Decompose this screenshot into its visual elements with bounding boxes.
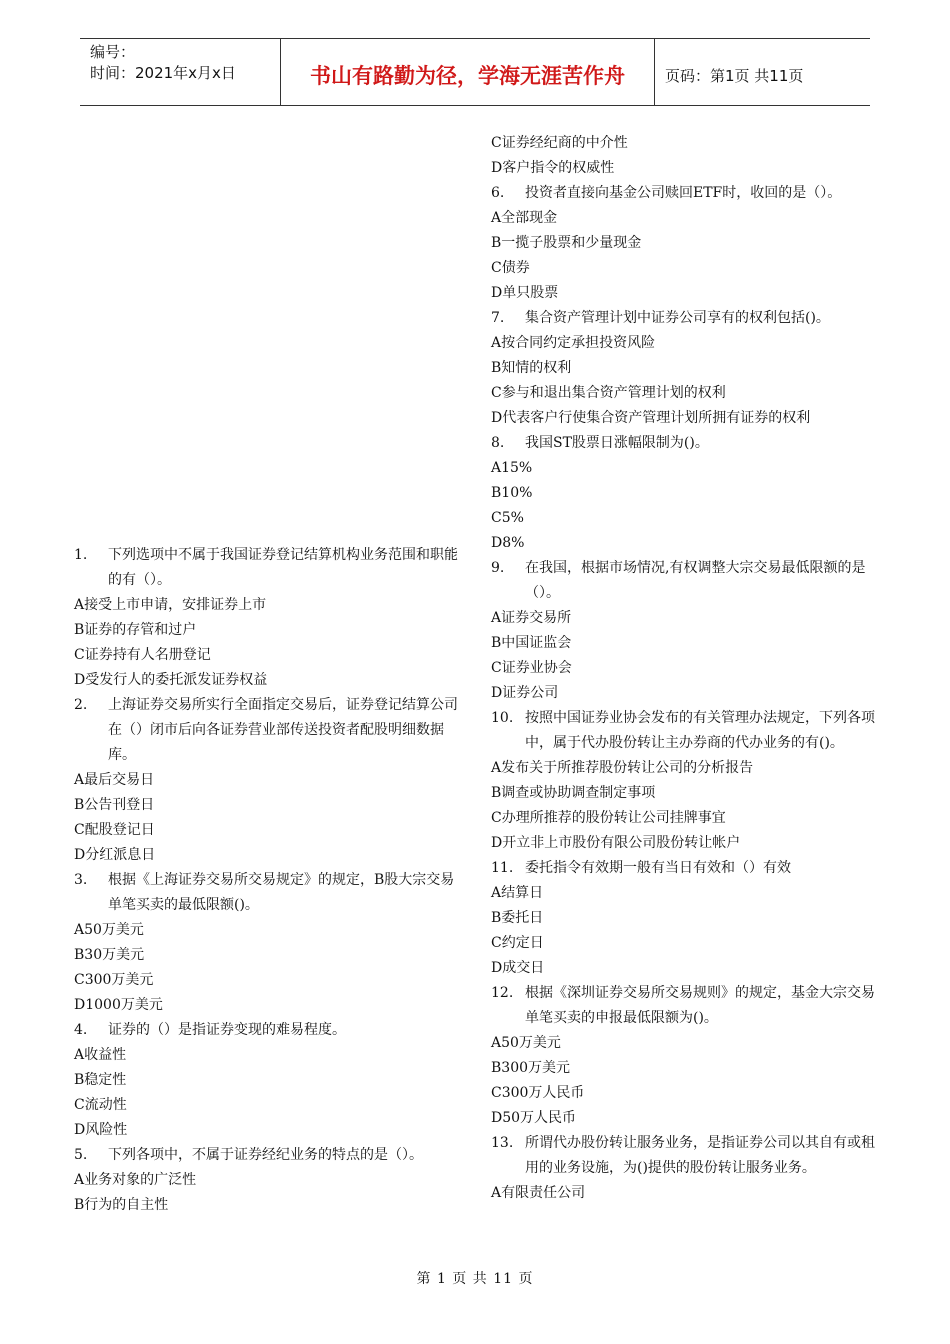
answer-option: A有限责任公司 [491,1185,586,1201]
document-date: 时间：2021年x月x日 [90,64,236,82]
answer-option: C300万人民币 [491,1085,585,1101]
answer-option: C5% [491,510,524,526]
question-text: 证券的（）是指证券变现的难易程度。 [108,1022,346,1038]
header-left-cell [80,39,281,105]
answer-option: A最后交易日 [74,772,155,788]
question-stem [74,693,464,768]
answer-option: C办理所推荐的股份转让公司挂牌事宜 [491,810,726,826]
question-stem [74,543,464,593]
answer-option: C300万美元 [74,972,154,988]
answer-option: B调查或协助调查制定事项 [491,785,656,801]
question-text: 所谓代办股份转让服务业务，是指证券公司以其自有或租用的业务设施，为()提供的股份转让服务业务。 [525,1135,875,1176]
answer-option: C参与和退出集合资产管理计划的权利 [491,385,726,401]
answer-option: C证券持有人名册登记 [74,647,211,663]
question-stem [491,706,883,756]
answer-option: C证券业协会 [491,660,572,676]
answer-option: B行为的自主性 [74,1197,169,1213]
answer-option: B300万美元 [491,1060,571,1076]
question-text: 投资者直接向基金公司赎回ETF时，收回的是（）。 [525,185,842,201]
answer-option: D风险性 [74,1122,128,1138]
answer-option: D8% [491,535,525,551]
answer-option: B一揽子股票和少量现金 [491,235,642,251]
answer-option: A接受上市申请，安排证券上市 [74,597,267,613]
question-number: 13. [491,1135,514,1151]
answer-option: A发布关于所推荐股份转让公司的分析报告 [491,760,754,776]
question-text: 委托指令有效期一般有当日有效和（）有效 [525,860,791,876]
answer-option: A收益性 [74,1047,127,1063]
question-text: 上海证券交易所实行全面指定交易后，证券登记结算公司在（）闭市后向各证券营业部传送投资者配股明细数据库。 [108,697,458,763]
answer-option: D代表客户行使集合资产管理计划所拥有证券的权利 [491,410,811,426]
document-code-label: 编号： [90,43,136,61]
question-number: 10. [491,710,514,726]
question-number: 5. [74,1147,88,1163]
answer-option: D开立非上市股份有限公司股份转让帐户 [491,835,741,851]
question-stem [74,1018,464,1043]
question-stem [491,981,883,1031]
question-number: 4. [74,1022,88,1038]
header-motto: 书山有路勤为径，学海无涯苦作舟 [281,39,655,105]
answer-option: B30万美元 [74,947,145,963]
question-stem [74,1143,464,1168]
question-text: 按照中国证券业协会发布的有关管理办法规定，下列各项中，属于代办股份转让主办券商的代办业务的有()。 [525,710,875,751]
answer-option: B委托日 [491,910,544,926]
answer-option: D受发行人的委托派发证券权益 [74,672,268,688]
question-stem [491,556,883,606]
answer-option: B10% [491,485,533,501]
answer-option: C约定日 [491,935,544,951]
question-text: 下列选项中不属于我国证券登记结算机构业务范围和职能的有（）。 [108,547,458,588]
question-number: 6. [491,185,505,201]
question-number: 12. [491,985,514,1001]
answer-option: C证券经纪商的中介性 [491,135,628,151]
answer-option: D1000万美元 [74,997,163,1013]
answer-option: C流动性 [74,1097,127,1113]
answer-option: A50万美元 [74,922,144,938]
question-number: 9. [491,560,505,576]
answer-option: D客户指令的权威性 [491,160,615,176]
question-stem [74,868,464,918]
answer-option: A证券交易所 [491,610,572,626]
page-footer: 第 1 页 共 11 页 [416,1271,534,1287]
question-number: 11. [491,860,514,876]
answer-option: D50万人民币 [491,1110,577,1126]
question-text: 根据《上海证券交易所交易规定》的规定，B股大宗交易单笔买卖的最低限额()。 [108,872,455,913]
answer-option: A结算日 [491,885,544,901]
question-text: 在我国，根据市场情况,有权调整大宗交易最低限额的是（）。 [525,560,866,601]
answer-option: B知情的权利 [491,360,572,376]
header-page-info: 页码：第1页 共11页 [665,66,804,85]
answer-option: A按合同约定承担投资风险 [491,335,656,351]
question-number: 8. [491,435,505,451]
answer-option: C配股登记日 [74,822,155,838]
question-number: 2. [74,697,88,713]
question-stem [491,306,883,331]
question-text: 下列各项中，不属于证券经纪业务的特点的是（）。 [108,1147,423,1163]
answer-option: A15% [491,460,533,476]
answer-option: D证券公司 [491,685,559,701]
question-number: 3. [74,872,88,888]
answer-option: A业务对象的广泛性 [74,1172,197,1188]
right-column [491,131,883,1206]
answer-option: A50万美元 [491,1035,561,1051]
question-text: 我国ST股票日涨幅限制为()。 [525,435,709,451]
question-text: 根据《深圳证券交易所交易规则》的规定，基金大宗交易单笔买卖的申报最低限额为()。 [525,985,875,1026]
question-stem [491,856,883,881]
answer-option: D成交日 [491,960,545,976]
question-number: 1. [74,547,88,563]
question-number: 7. [491,310,505,326]
page-header [80,38,870,106]
answer-option: D单只股票 [491,285,559,301]
answer-option: B证券的存管和过户 [74,622,197,638]
answer-option: D分红派息日 [74,847,156,863]
question-stem [491,181,883,206]
answer-option: B公告刊登日 [74,797,155,813]
question-stem [491,431,883,456]
answer-option: C债券 [491,260,530,276]
answer-option: B中国证监会 [491,635,572,651]
answer-option: B稳定性 [74,1072,127,1088]
left-column [74,543,464,1218]
question-stem [491,1131,883,1181]
answer-option: A全部现金 [491,210,558,226]
question-text: 集合资产管理计划中证券公司享有的权利包括()。 [525,310,830,326]
